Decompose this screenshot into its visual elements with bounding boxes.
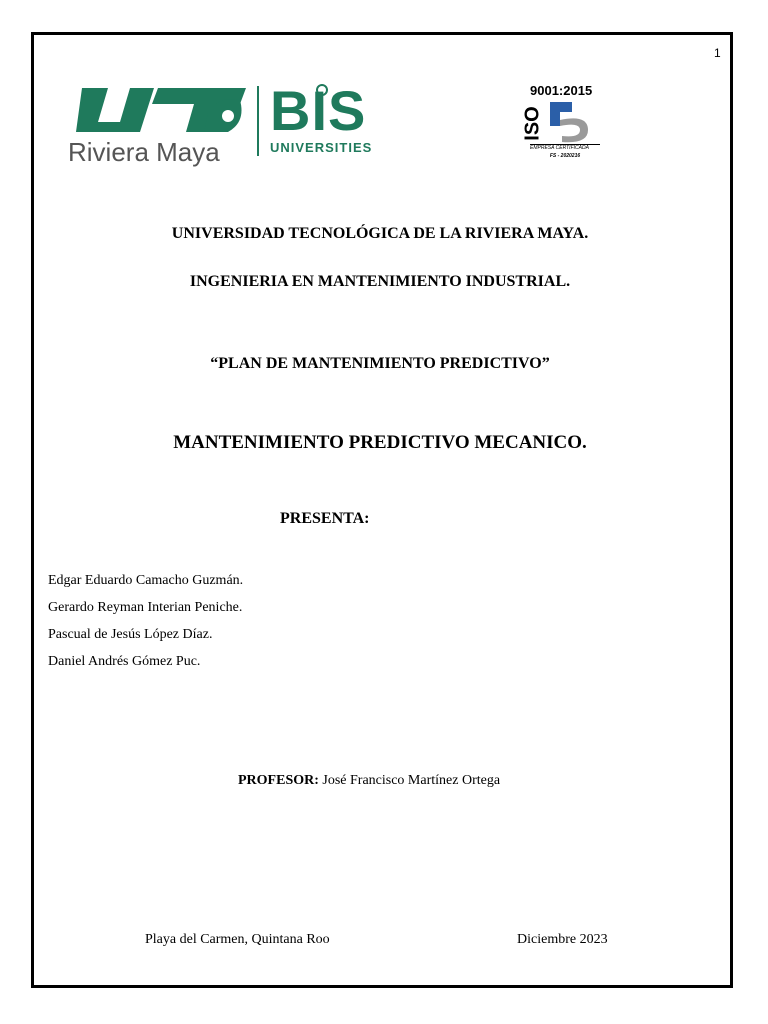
bis-logo-mark: BIS	[270, 79, 367, 142]
location: Playa del Carmen, Quintana Roo	[145, 932, 330, 947]
authors-list	[48, 573, 243, 681]
iso-five-icon	[548, 100, 598, 144]
presenta-label: PRESENTA:	[280, 510, 370, 527]
author-name: Pascual de Jesús López Díaz.	[48, 627, 213, 642]
logo-divider	[257, 86, 259, 156]
author-name: Gerardo Reyman Interian Peniche.	[48, 600, 243, 615]
professor-line	[238, 773, 500, 789]
university-name: UNIVERSIDAD TECNOLÓGICA DE LA RIVIERA MAYA.	[171, 225, 589, 242]
bis-universities-logo	[270, 79, 380, 162]
date: Diciembre 2023	[517, 932, 608, 947]
subject-title: MANTENIMIENTO PREDICTIVO MECANICO.	[173, 432, 587, 453]
page-number: 1	[714, 46, 721, 60]
iso-standard: 9001:2015	[530, 83, 593, 98]
career-name: INGENIERIA EN MANTENIMIENTO INDUSTRIAL.	[189, 273, 571, 290]
author-name: Edgar Eduardo Camacho Guzmán.	[48, 573, 244, 588]
project-title: “PLAN DE MANTENIMIENTO PREDICTIVO”	[210, 355, 550, 372]
ut-riviera-maya-logo	[68, 82, 248, 167]
iso-cert-code: FS - 2020216	[549, 153, 581, 159]
globe-icon	[316, 84, 328, 96]
author-name: Daniel Andrés Gómez Puc.	[48, 654, 201, 669]
ut-logo-mark	[68, 82, 248, 134]
bis-logo-subtitle: UNIVERSITIES	[270, 140, 373, 155]
iso-certification-logo	[521, 83, 600, 170]
iso-cert-text: EMPRESA CERTIFICADA	[530, 144, 600, 152]
iso-label: ISO	[521, 106, 544, 141]
professor-label: PROFESOR:	[238, 773, 319, 788]
page-border	[31, 32, 733, 988]
ut-logo-subtitle: Riviera Maya	[68, 137, 220, 167]
professor-name: José Francisco Martínez Ortega	[322, 773, 501, 788]
